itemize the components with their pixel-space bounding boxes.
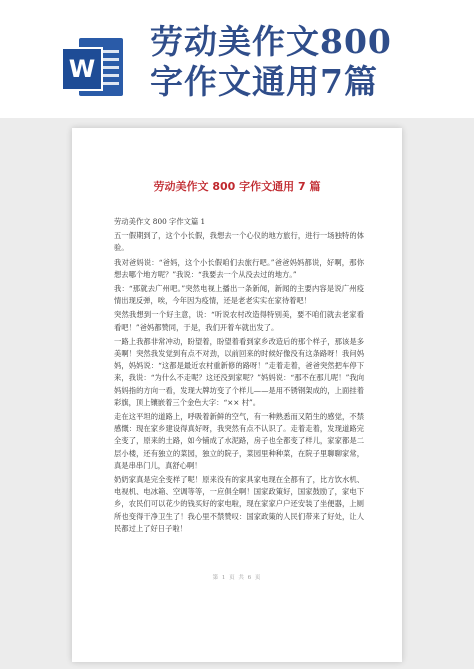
section-heading: 劳动美作文 800 字作文篇 1 (114, 217, 206, 226)
document-body (114, 216, 364, 537)
page-title-line-1: 劳动美作文800 (150, 22, 392, 61)
paragraph: 我对爸妈说：“爸妈，这个小长假咱们去旅行吧。”爸爸妈妈都说，好啊，那你想去哪个地方呢？”我说：“我要去一个从没去过的地方。” (114, 257, 364, 279)
paragraph: 突然我想到一个好主意，说：“听说农村改造得特别美，要不咱们就去老家看看吧！”爸妈都赞同，于是，我们开着车就出发了。 (114, 310, 364, 332)
paragraph: 一路上我都非常冲动，盼望着，盼望着看到家乡改造后的那个样子，那该是多美啊！突然我发觉到有点不对劲，以前回来的时候好像没有这条路呀！我问妈妈，妈妈说：“这都是最近农村重新修的路呀！”走着走着，爸爸突然把车停下来，我说：“为什么不走呢？这还没到家呢？”妈妈说：“那不在那儿呢！”我向妈妈指的方向一看，发现大牌坊变了个样儿——是用不锈钢架成的，上面挂着彩旗，顶上镶嵌着三个金色大字：“×× 村”。 (114, 336, 364, 407)
word-letter-badge: W (63, 47, 103, 91)
paragraph: 走在这平坦的道路上，呼吸着新鲜的空气，有一种熟悉而又陌生的感觉，不禁感慨：现在家乡建设得真好呀，我突然有点不认识了。走着走着，发现道路完全变了，原来的土路，如今铺成了水泥路，房子也全都变了样儿，家家都是二层小楼，还有独立的菜园，独立的院子，菜园里种种菜，在院子里聊聊家常，真是串串门儿，真舒心啊！ (114, 412, 364, 470)
paragraph: 奶奶家真是完全变样了呢！原来没有的家具家电现在全都有了，比方饮水机、电视机、电冰箱、空调等等，一应俱全啊！国家政策好，国家鼓励了，家电下乡，农民们可以花少的钱买好的家电啦，现在家家户户还安装了坐便器，上厕所也变得干净卫生了！我心里不禁赞叹：国家政策的人民们带来了好处，让人民都过上了好日子啦！ (114, 475, 364, 533)
page-indicator: 第 1 页 共 6 页 (212, 575, 262, 581)
header-banner (0, 0, 474, 118)
word-icon (63, 38, 125, 96)
paragraph: 我：“那就去广州吧。”突然电视上播出一条新闻，新闻的主要内容是说广州疫情出现反弹，唉，今年因为疫情，还是老老实实在家待着吧！ (114, 284, 364, 306)
paragraph: 五一假期到了，这个小长假，我想去一个心仪的地方旅行，进行一场独特的体验。 (114, 231, 364, 253)
document-page (72, 128, 402, 662)
page-title (150, 22, 460, 102)
document-title: 劳动美作文 800 字作文通用 7 篇 (153, 180, 321, 193)
page-title-line-2: 字作文通用7篇 (150, 62, 378, 101)
